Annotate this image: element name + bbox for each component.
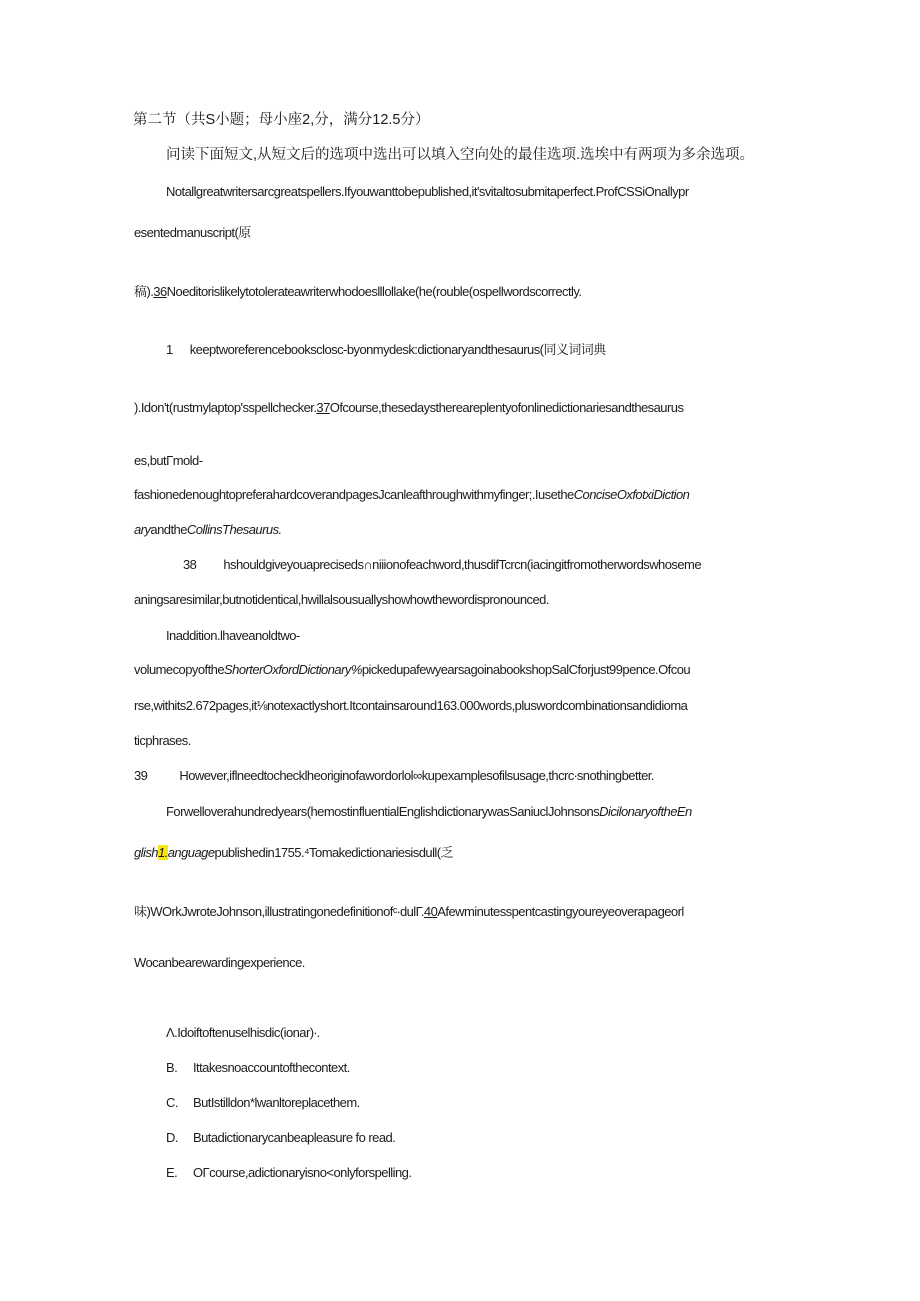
passage-line-8: aryandtheCollinsThesaurus. bbox=[134, 522, 282, 537]
blank-36: 36 bbox=[153, 284, 167, 299]
passage-line-1: Notallgreatwritersarcgreatspellers.Ifyouwanttobepublished,it'svitaltosubmitaperfect.ProfCSSiOnallypr bbox=[166, 184, 689, 199]
passage-line-3: 稿).36Noeditorislikelytotolerateawriterwhodoeslllollake(he(rouble(ospellwordscorrectly. bbox=[134, 284, 582, 299]
passage-line-13: rse,withits2.672pages,it⅛notexactlyshort.Itcontainsaround163.000words,pluswordcombinationsandidioma bbox=[134, 698, 688, 713]
blank-37: 37 bbox=[316, 400, 330, 415]
passage-line-2: esentedmanuscript(原 bbox=[134, 225, 251, 240]
passage-line-15: 39 However,iflneedtochecklheoriginofawordorlol∞kupexamplesofilsusage,thcrc∙snothingbetter. bbox=[134, 768, 654, 783]
option-e: E. OΓcourse,adictionaryisno<onlyforspelling. bbox=[166, 1165, 412, 1180]
passage-line-10: aningsaresimilar,butnotidentical,hwillalsousuallyshowhowthewordispronounced. bbox=[134, 592, 549, 607]
blank-38: 38 bbox=[183, 557, 197, 572]
passage-line-5: ).Idon't(rustmylaptop'sspellchecker.37Ofcourse,thesedaysthereareplentyofonlinedictionariesandthesaurus bbox=[134, 400, 684, 415]
blank-39: 39 bbox=[134, 768, 148, 783]
passage-line-17: glish1.anguagepublishedin1755.⁴Tomakedictionariesisdull(乏 bbox=[134, 845, 453, 860]
option-d: D. Butadictionarycanbeapleasure fo read. bbox=[166, 1130, 396, 1145]
passage-line-7: fashionedenoughtopreferahardcoverandpagesJcanleafthroughwithmyfinger;.IusetheConciseOxfotxiDiction bbox=[134, 487, 690, 502]
instruction: 问读下面短文,从短文后的选项中选出可以填入空向处的最佳选项.选埃中有两项为多余选项。 bbox=[166, 147, 755, 163]
option-c: C. ButIstilldon*lwanltoreplacethem. bbox=[166, 1095, 360, 1110]
passage-line-16: Forwelloverahundredyears(hemostinfluentialEnglishdictionarywasSaniuclJohnsonsDicilonaryoftheEn bbox=[166, 804, 692, 819]
passage-line-9: 38 hshouldgiveyouapreciseds∩niiionofeachword,thusdifTcrcn(iacingitfromotherwordswhoseme bbox=[183, 557, 702, 572]
option-b: B. Ittakesnoaccountofthecontext. bbox=[166, 1060, 350, 1075]
passage-line-6: es,butΓmold- bbox=[134, 453, 203, 468]
passage-line-4: 1 keeptworeferencebooksclosc-byonmydesk:dictionaryandthesaurus(同义词词典 bbox=[166, 342, 606, 357]
passage-line-12: volumecopyoftheShorterOxfordDictionary%pickedupafewyearsagoinabookshopSalCforjust99pence.Ofcou bbox=[134, 662, 691, 677]
blank-40: 40 bbox=[423, 904, 438, 919]
section-heading: 第二节（共S小题；母小座2,分，满分12.5分） bbox=[133, 112, 430, 128]
passage-line-18: 味)WOrkJwroteJohnson,illustratingonedefinitionofᶜ∙dulΓ.40Afewminutesspentcastingyoureyeoverapageorl bbox=[134, 904, 684, 919]
passage-line-14: ticphrases. bbox=[134, 733, 191, 748]
passage-line-11: Inaddition.lhaveanoldtwo- bbox=[166, 628, 300, 643]
highlight-mark: 1. bbox=[158, 845, 168, 860]
passage-line-19: Wocanbearewardingexperience. bbox=[134, 955, 305, 970]
option-a: Λ.Idoiftoftenuselhisdic(ionar)∙. bbox=[166, 1025, 320, 1040]
